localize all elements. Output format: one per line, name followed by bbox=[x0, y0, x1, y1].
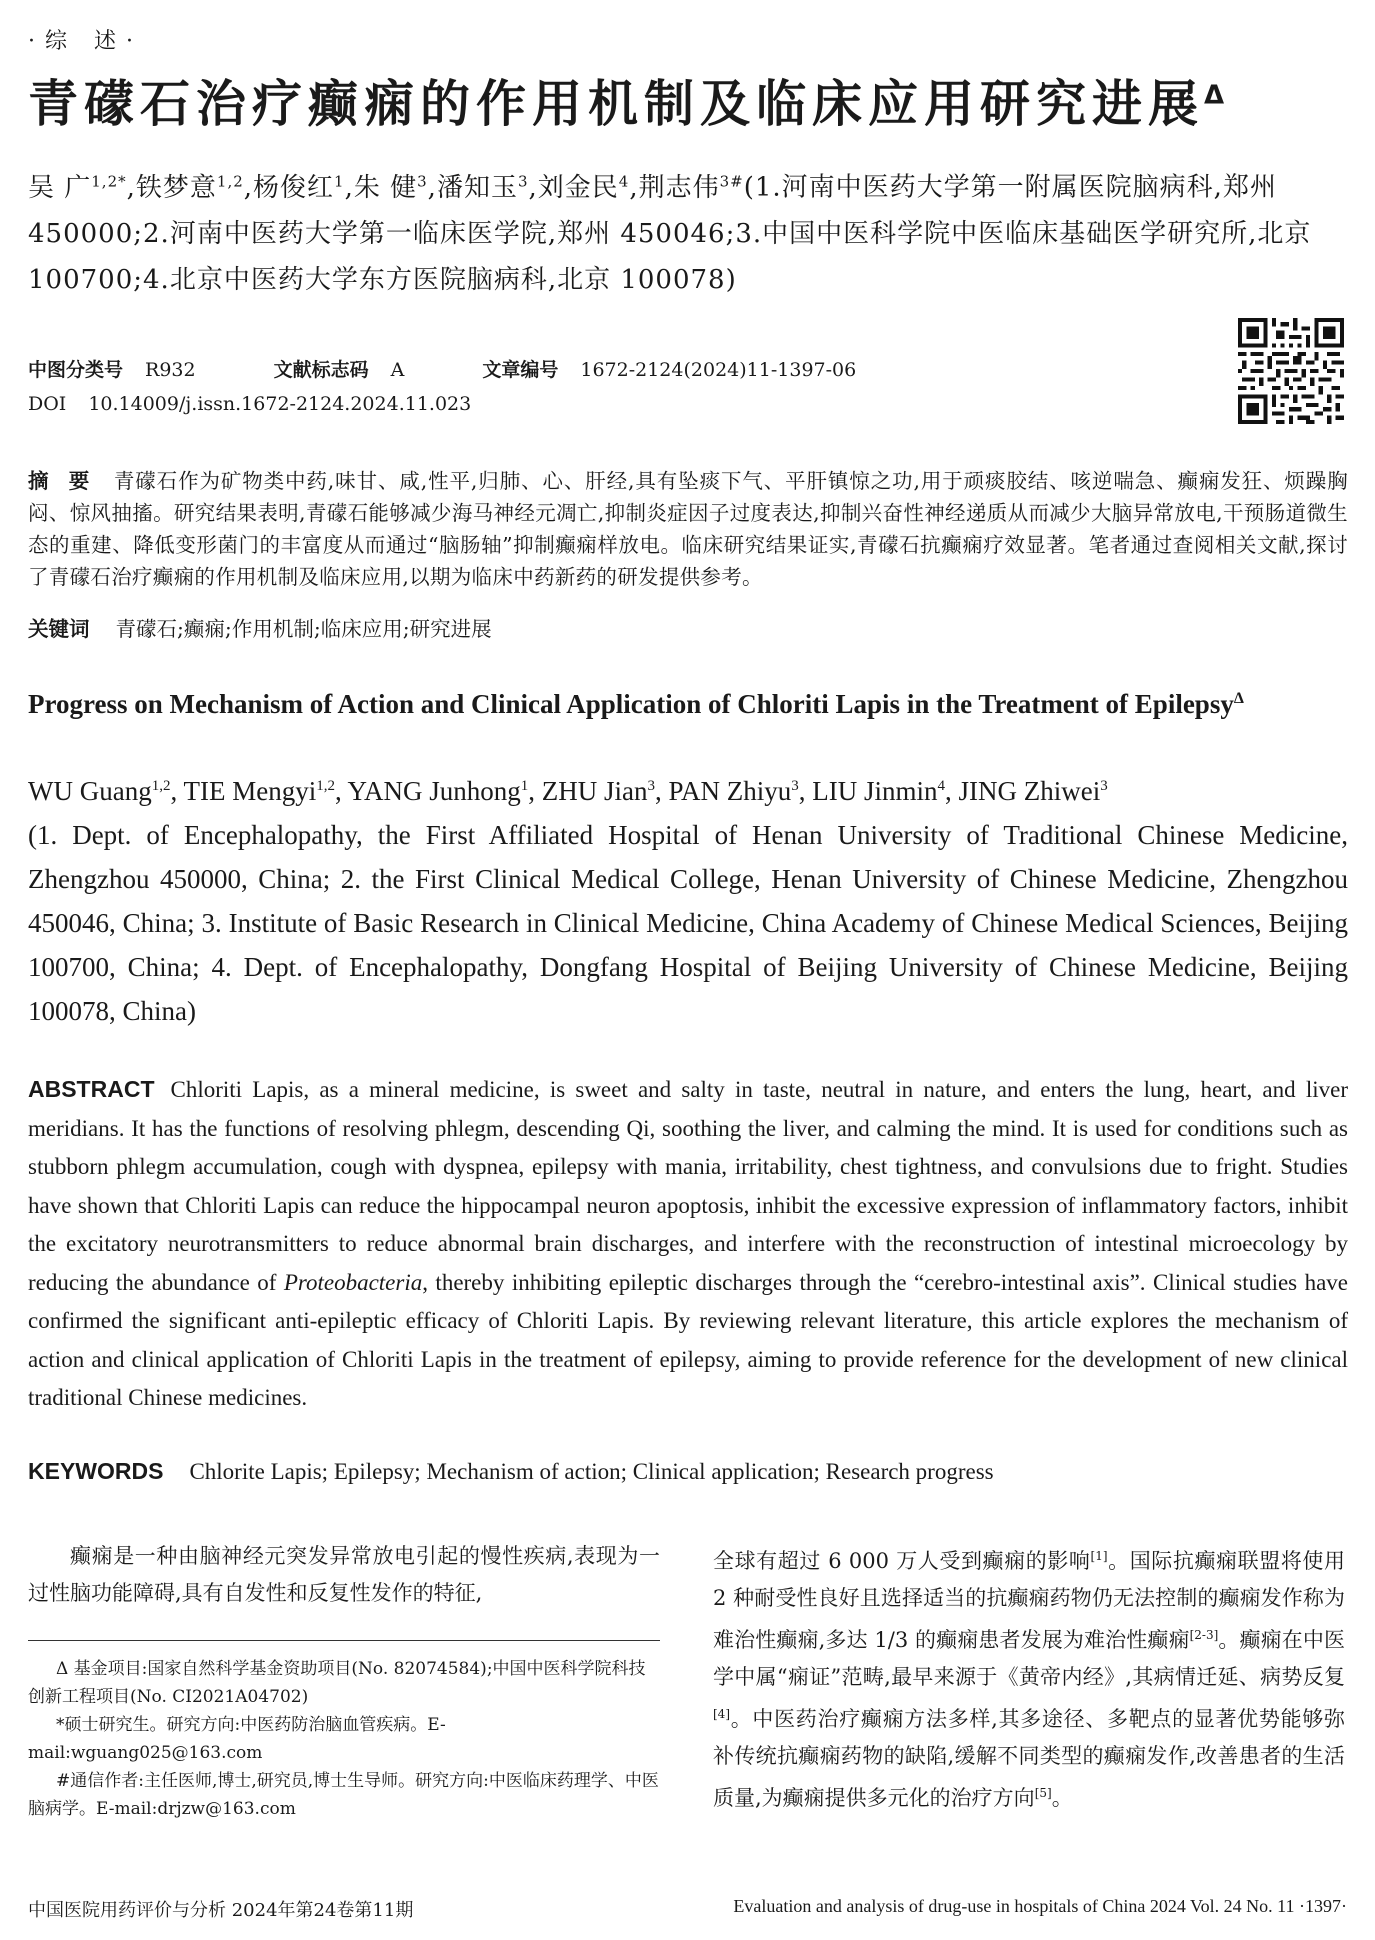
author-affiliation-sup: 4 bbox=[937, 778, 945, 794]
authors-en bbox=[28, 776, 1108, 806]
citation-ref[interactable]: [4] bbox=[713, 1707, 730, 1721]
author-name: PAN Zhiyu bbox=[668, 776, 792, 806]
keywords-en-label: KEYWORDS bbox=[28, 1458, 164, 1484]
author-affiliation-sup: 1,2 bbox=[151, 778, 171, 794]
abstract-cn-label: 摘 要 bbox=[28, 469, 96, 493]
author-affiliation-sup: 3 bbox=[791, 778, 799, 794]
body-right-s2: 。国际抗癫痫联盟将使用 2 种耐受性良好且选择适当的抗癫痫药物仍无法控制的癫痫发作称为难治性癫痫,多达 1/3 的癫痫患者发展为难治性癫痫 bbox=[713, 1549, 1346, 1652]
body-left-paragraph: 癫痫是一种由脑神经元突发异常放电引起的慢性疾病,表现为一过性脑功能障碍,具有自发性和反复性发作的特征, bbox=[28, 1544, 660, 1605]
doc-code-value: A bbox=[390, 359, 405, 381]
body-right-paragraph bbox=[713, 1538, 1345, 1817]
author-affiliation-sup: 1,2* bbox=[91, 172, 127, 190]
author-name: 潘知玉 bbox=[436, 172, 518, 203]
affiliations-cn: (1.河南中医药大学第一附属医院脑病科,郑州 450000;2.河南中医药大学第一临床医学院,郑州 450046;3.中国中医科学院中医临床基础医学研究所,北京 100700;4.北京中医药大学东方医院脑病科,北京 100078) bbox=[28, 172, 1312, 295]
abstract-cn-text: 青礞石作为矿物类中药,味甘、咸,性平,归肺、心、肝经,具有坠痰下气、平肝镇惊之功,用于顽痰胶结、咳逆喘急、癫痫发狂、烦躁胸闷、惊风抽搐。研究结果表明,青礞石能够减少海马神经元凋亡,抑制炎症因子过度表达,抑制兴奋性神经递质从而减少大脑异常放电,干预肠道微生态的重建、降低变形菌门的丰富度从而通过“脑肠轴”抑制癫痫样放电。临床研究结果证实,青礞石抗癫痫疗效显著。笔者通过查阅相关文献,探讨了青礞石治疗癫痫的作用机制及临床应用,以期为临床中药新药的研发提供参考。 bbox=[28, 469, 1348, 589]
qr-code[interactable] bbox=[1238, 318, 1344, 424]
author-name: 荆志伟 bbox=[638, 172, 720, 203]
authors-cn-block bbox=[28, 158, 1348, 303]
author-name: ZHU Jian bbox=[541, 776, 648, 806]
section-tag: ·综 述· bbox=[28, 29, 143, 54]
doc-code-label: 文献标志码 bbox=[273, 359, 369, 381]
author-name: TIE Mengyi bbox=[183, 776, 317, 806]
author-affiliation-sup: 3 bbox=[647, 778, 655, 794]
author-name: 杨俊红 bbox=[253, 172, 335, 203]
keywords-en bbox=[28, 1458, 994, 1485]
author-affiliation-sup: 1,2 bbox=[316, 778, 335, 794]
keywords-en-text: Chlorite Lapis; Epilepsy; Mechanism of action; Clinical application; Research progress bbox=[189, 1459, 994, 1484]
abstract-en-italic: Proteobacteria bbox=[283, 1269, 423, 1295]
body-right-s3: 。癫痫在中医学中属“痫证”范畴,最早来源于《黄帝内经》,其病情迁延、病势反复 bbox=[713, 1628, 1346, 1689]
keywords-cn-label: 关键词 bbox=[28, 617, 90, 641]
clc-value: R932 bbox=[145, 359, 196, 381]
body-right-s5: 。 bbox=[1051, 1786, 1073, 1810]
doi-label: DOI bbox=[28, 393, 67, 415]
doi-value: 10.14009/j.issn.1672-2124.2024.11.023 bbox=[88, 393, 472, 415]
author-affiliation-sup: 3 bbox=[417, 172, 428, 190]
abstract-en-label: ABSTRACT bbox=[28, 1076, 155, 1102]
article-title bbox=[28, 64, 1348, 136]
article-number-value: 1672-2124(2024)11-1397-06 bbox=[580, 359, 857, 381]
footnote-fund: Δ 基金项目:国家自然科学基金资助项目(No. 82074584);中国中医科学院科技创新工程项目(No. CI2021A04702) bbox=[28, 1659, 646, 1707]
author-separator: , bbox=[126, 172, 136, 203]
citation-ref[interactable]: [1] bbox=[1090, 1549, 1108, 1563]
author-separator: , bbox=[528, 172, 538, 203]
author-separator: , bbox=[427, 172, 437, 203]
abstract-en-part1: Chloriti Lapis, as a mineral medicine, is sweet and salty in taste, neutral in nature, and enters the lung, heart, and liver meridians. It has the functions of resolving phlegm, descending Qi, soothing the liver, and calming the mind. It is used for conditions such as stubborn phlegm accumulation, cough with dyspnea, epilepsy with mania, irritability, chest tightness, and convulsions due to fright. Studies have shown that Chloriti Lapis can reduce the hippocampal neuron apoptosis, inhibit the excessive expression of inflammatory factors, inhibit the excitatory neurotransmitters to reduce abnormal brain discharges, and interfere with the reconstruction of intestinal microecology by reducing the abundance of bbox=[28, 1077, 1348, 1295]
author-name: 铁梦意 bbox=[135, 172, 217, 203]
keywords-cn bbox=[28, 612, 492, 642]
article-title-en bbox=[28, 678, 1348, 725]
footer-journal-cn: 中国医院用药评价与分析 2024年第24卷第11期 bbox=[28, 1900, 414, 1921]
author-name: YANG Junhong bbox=[347, 776, 521, 806]
author-separator: , bbox=[629, 172, 639, 203]
author-name: 朱 健 bbox=[353, 172, 418, 203]
title-mark: Δ bbox=[1204, 80, 1231, 111]
authors-cn bbox=[28, 173, 744, 203]
footnote-divider bbox=[28, 1640, 660, 1641]
citation-ref[interactable]: [5] bbox=[1034, 1786, 1052, 1800]
citation-ref[interactable]: [2-3] bbox=[1189, 1628, 1219, 1642]
body-right-column bbox=[713, 1538, 1345, 1817]
author-affiliation-sup: 1 bbox=[334, 172, 345, 190]
author-affiliation-sup: 1,2 bbox=[216, 172, 244, 190]
author-separator: , bbox=[334, 776, 348, 806]
abstract-en bbox=[28, 1070, 1348, 1418]
author-name: JING Zhiwei bbox=[958, 776, 1101, 806]
footnote-first-author: *硕士研究生。研究方向:中医药防治脑血管疾病。E-mail:wguang025@163.com bbox=[28, 1715, 446, 1763]
author-separator: , bbox=[528, 776, 542, 806]
doi-line bbox=[28, 393, 471, 415]
title-en-mark: Δ bbox=[1233, 690, 1244, 707]
author-affiliation-sup: 3 bbox=[517, 172, 529, 190]
author-affiliation-sup: 3 bbox=[1100, 778, 1108, 794]
footer-journal-en: Evaluation and analysis of drug-use in hospitals of China 2024 Vol. 24 No. 11 ·1397· bbox=[733, 1896, 1347, 1916]
author-separator: , bbox=[170, 776, 184, 806]
author-name: WU Guang bbox=[28, 776, 152, 806]
author-affiliation-sup: 4 bbox=[618, 172, 630, 190]
body-right-s1: 全球有超过 6 000 万人受到癫痫的影响 bbox=[713, 1549, 1091, 1573]
author-affiliation-sup: 3# bbox=[719, 172, 744, 190]
footnotes bbox=[28, 1655, 660, 1823]
abstract-en-part2: , thereby inhibiting epileptic discharges through the “cerebro-intestinal axis”. Clinical studies have confirmed the significant anti-epileptic efficacy of Chloriti Lapis. By reviewing relevant literature, this article explores the mechanism of action and clinical application of Chloriti Lapis in the treatment of epilepsy, aiming to provide reference for the development of new clinical traditional Chinese medicines. bbox=[28, 1269, 1348, 1410]
authors-en-block bbox=[28, 764, 1348, 1033]
author-separator: , bbox=[344, 172, 354, 203]
author-affiliation-sup: 1 bbox=[520, 778, 529, 794]
author-name: 吴 广 bbox=[28, 172, 92, 203]
author-separator: , bbox=[243, 172, 254, 203]
clc-label: 中图分类号 bbox=[28, 359, 124, 381]
title-en-text: Progress on Mechanism of Action and Clinical Application of Chloriti Lapis in the Treatment of Epilepsy bbox=[28, 689, 1234, 719]
author-separator: , bbox=[654, 776, 669, 806]
body-left-column bbox=[28, 1538, 660, 1612]
title-text: 青礞石治疗癫痫的作用机制及临床应用研究进展 bbox=[28, 75, 1204, 133]
body-right-s4: 。中医药治疗癫痫方法多样,其多途径、多靶点的显著优势能够弥补传统抗癫痫药物的缺陷,缓解不同类型的癫痫发作,改善患者的生活质量,为癫痫提供多元化的治疗方向 bbox=[713, 1707, 1345, 1810]
abstract-cn bbox=[28, 465, 1348, 593]
affiliations-en: (1. Dept. of Encephalopathy, the First Affiliated Hospital of Henan University of Traditional Chinese Medicine, Zhengzhou 450000, China; 2. the First Clinical Medical College, Henan University of Chinese Medicine, Zhengzhou 450046, China; 3. Institute of Basic Research in Clinical Medicine, China Academy of Chinese Medical Sciences, Beijing 100700, China; 4. Dept. of Encephalopathy, Dongfang Hospital of Beijing University of Chinese Medicine, Beijing 100078, China) bbox=[28, 820, 1348, 1026]
author-separator: , bbox=[798, 776, 813, 806]
author-name: 刘金民 bbox=[537, 172, 619, 203]
author-separator: , bbox=[945, 776, 959, 806]
footnote-corresponding: #通信作者:主任医师,博士,研究员,博士生导师。研究方向:中医临床药理学、中医脑病学。E-mail:drjzw@163.com bbox=[28, 1771, 659, 1819]
keywords-cn-text: 青礞石;癫痫;作用机制;临床应用;研究进展 bbox=[115, 617, 492, 641]
article-number-label: 文章编号 bbox=[482, 359, 559, 381]
author-name: LIU Jinmin bbox=[812, 776, 938, 806]
classification-line bbox=[28, 355, 856, 382]
